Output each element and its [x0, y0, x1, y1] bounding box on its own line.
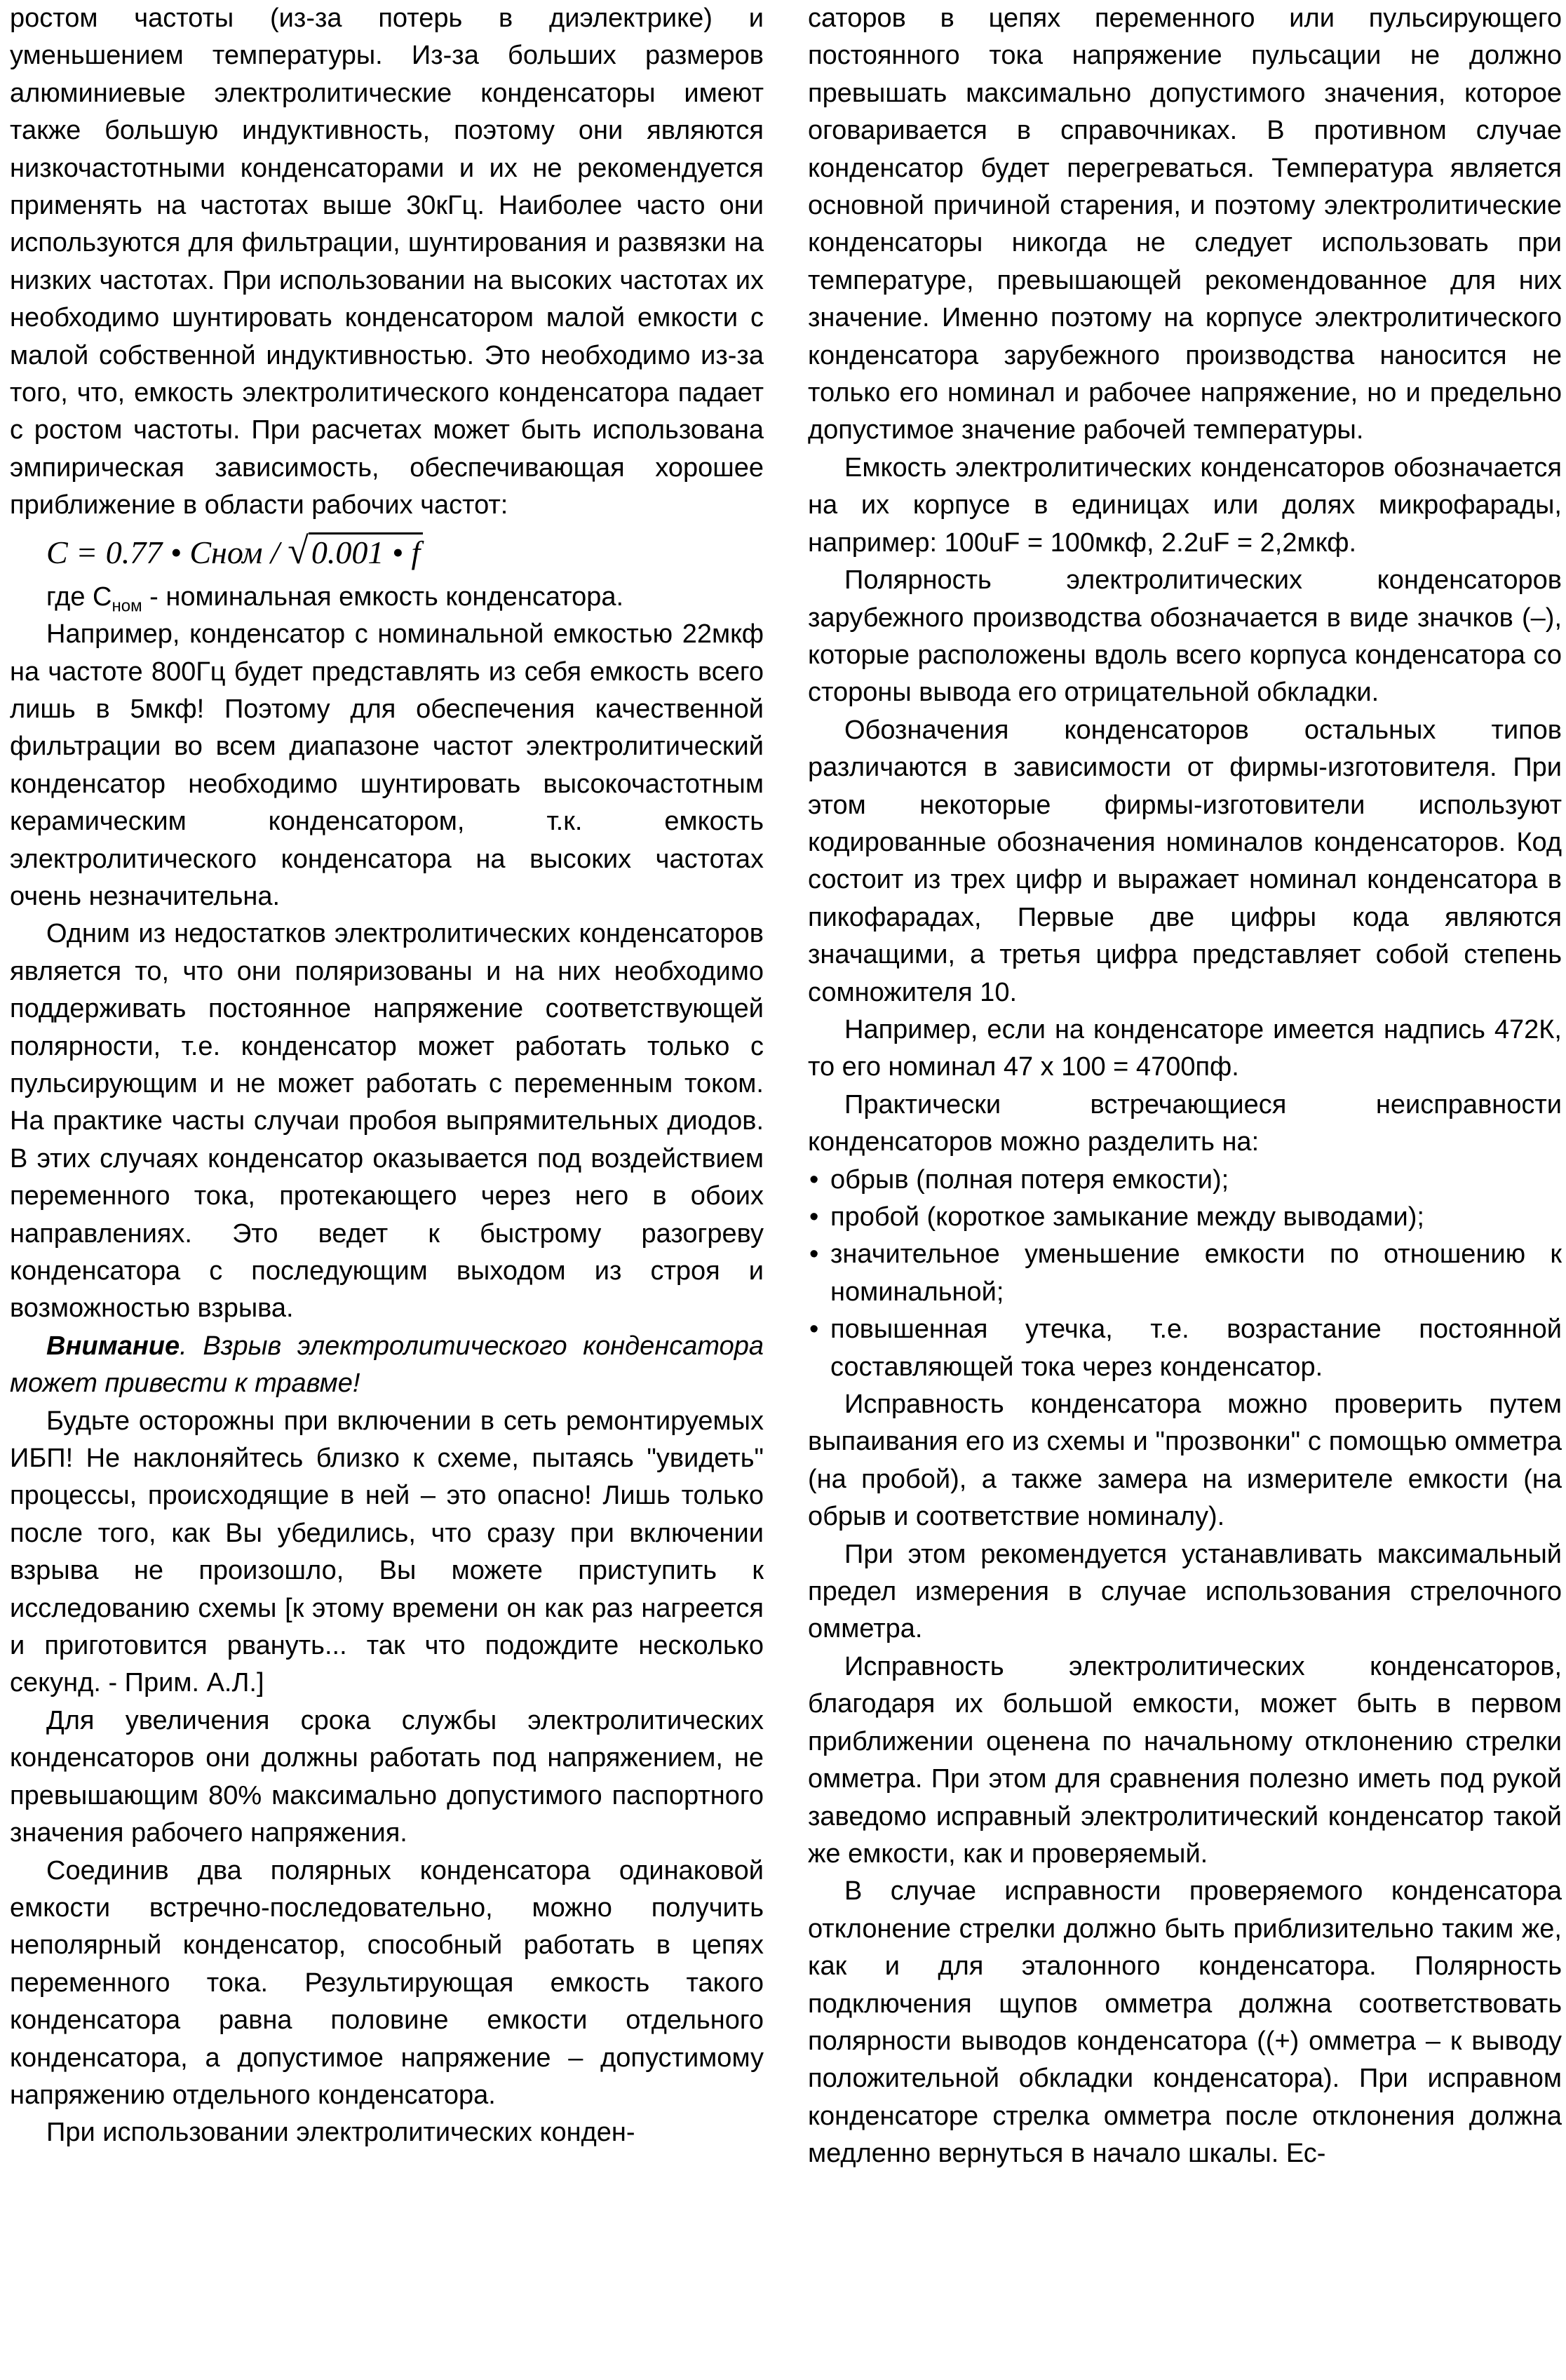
legend-subscript: ном [112, 596, 142, 616]
formula-radicand: 0.001 • f [309, 532, 423, 570]
paragraph: Для увеличения срока службы электролитических конденсаторов они должны работать под напряжением, не превышающим 80% максимально допустимого паспортного значения рабочего напряжения. [10, 1705, 764, 1848]
list-item: • обрыв (полная потеря емкости); [808, 1162, 1562, 1199]
paragraph: Полярность электролитических конденсаторов зарубежного производства обозначается в виде значков (–), которые расположены вдоль всего корпуса конденсатора со стороны вывода его отрицательной обкладки. [808, 565, 1562, 708]
paragraph: При использовании электролитических конден- [46, 2118, 635, 2148]
paragraph: В случае исправности проверяемого конденсатора отклонение стрелки должно быть приблизительно таким же, как и для эталонного конденсатора. Полярность подключения щупов омметра должна соответствовать полярности выводов конденсатора ((+) омметра – к выводу положительной обкладки конденсатора). При исправном конденсаторе стрелка омметра после отклонения должна медленно вернуться в начало шкалы. Ес- [808, 1876, 1562, 2169]
legend-suffix: - номинальная емкость конденсатора. [142, 581, 624, 612]
formula-lhs: C = 0.77 • Cном / [46, 534, 288, 570]
paragraph: Исправность электролитических конденсаторов, благодаря их большой емкости, может быть в первом приближении оценена по начальному отклонению стрелки омметра. При этом для сравнения полезно иметь под рукой заведомо исправный электролитический конденсатор такой же емкости, как и проверяемый. [808, 1651, 1562, 1869]
paragraph: Будьте осторожны при включении в сеть ремонтируемых ИБП! Не наклоняйтесь близко к схеме, пытаясь "увидеть" процессы, происходящие в ней – это опасно! Лишь только после того, как Вы убедились, что сразу при включении взрыва не произошло, Вы можете приступить к исследованию схемы [к этому времени он как раз нагреется и приготовится рвануть... так что подождите несколько секунд. - Прим. А.Л.] [10, 1406, 764, 1698]
paragraph: Практически встречающиеся неисправности конденсаторов можно разделить на: [808, 1089, 1562, 1157]
left-column [10, 0, 764, 2380]
list-item: • повышенная утечка, т.е. возрастание постоянной составляющей тока через конденсатор. [808, 1311, 1562, 1386]
capacitance-formula [10, 525, 764, 579]
paragraph: Исправность конденсатора можно проверить путем выпаивания его из схемы и "прозвонки" с помощью омметра (на пробой), а также замера на измерителе емкости (на обрыв и соответствие номиналу). [808, 1390, 1562, 1532]
fault-list [808, 1162, 1562, 1386]
formula-legend [10, 579, 764, 616]
list-item: • пробой (короткое замыкание между выводами); [808, 1199, 1562, 1236]
right-column [808, 0, 1562, 2380]
warning-note [10, 1328, 764, 1403]
legend-prefix: где C [46, 581, 112, 612]
paragraph: саторов в цепях переменного или пульсирующего постоянного тока напряжение пульсации не должно превышать максимально допустимого значения, которое оговаривается в справочниках. В противном случае конденсатор будет перегреваться. Температура является основной причиной старения, и поэтому электролитические конденсаторы никогда не следует использовать при температуре, превышающей рекомендованное для них значение. Именно поэтому на корпусе электролитического конденсатора зарубежного производства наносится не только его номинал и рабочее напряжение, но и предельно допустимое значение рабочей температуры. [808, 4, 1562, 445]
paragraph: Например, если на конденсаторе имеется надпись 472К, то его номинал 47 х 100 = 4700пф. [808, 1014, 1562, 1082]
warning-text: . Взрыв электролитического конденсатора может привести к травме! [10, 1331, 764, 1399]
paragraph: Например, конденсатор с номинальной емкостью 22мкф на частоте 800Гц будет представлять из себя емкость всего лишь в 5мкф! Поэтому для обеспечения качественной фильтрации во всем диапазоне частот электролитический конденсатор необходимо шунтировать высокочастотным керамическим конденсатором, т.к. емкость электролитического конденсатора на высоких частотах очень незначительна. [10, 619, 764, 911]
paragraph: Обозначения конденсаторов остальных типов различаются в зависимости от фирмы-изготовителя. При этом некоторые фирмы-изготовители используют кодированные обозначения номиналов конденсаторов. Код состоит из трех цифр и выражает номинал конденсатора в пикофарадах, Первые две цифры кода являются значащими, а третья цифра представляет собой степень сомножителя 10. [808, 715, 1562, 1007]
list-item: • значительное уменьшение емкости по отношению к номинальной; [808, 1236, 1562, 1311]
paragraph: При этом рекомендуется устанавливать максимальный предел измерения в случае использования стрелочного омметра. [808, 1539, 1562, 1644]
paragraph: Соединив два полярных конденсатора одинаковой емкости встречно-последовательно, можно получить неполярный конденсатор, способный работать в цепях переменного тока. Результирующая емкость такого конденсатора равна половине емкости отдельного конденсатора, а допустимое напряжение – допустимому напряжению отдельного конденсатора. [10, 1855, 764, 2110]
paragraph: Одним из недостатков электролитических конденсаторов является то, что они поляризованы и на них необходимо поддерживать постоянное напряжение соответствующей полярности, т.е. конденсатор может работать только с пульсирующим и не может работать с переменным током. На практике часты случаи пробоя выпрямительных диодов. В этих случаях конденсатор оказывается под воздействием переменного тока, протекающего через него в обоих направлениях. Это ведет к быстрому разогреву конденсатора с последующим выходом из строя и возможностью взрыва. [10, 919, 764, 1324]
sqrt-sign: √ [288, 529, 309, 572]
paragraph: Емкость электролитических конденсаторов обозначается на их корпусе в единицах или долях микрофарады, например: 100uF = 100мкф, 2.2uF = 2,2мкф. [808, 452, 1562, 558]
paragraph: ростом частоты (из-за потерь в диэлектрике) и уменьшением температуры. Из-за больших размеров алюминиевые электролитические конденсаторы имеют также большую индуктивность, поэтому они являются низкочастотными конденсаторами и их не рекомендуется применять на частотах выше 30кГц. Наиболее часто они используются для фильтрации, шунтирования и развязки на низких частотах. При использовании на высоких частотах их необходимо шунтировать конденсатором малой емкости с малой собственной индуктивностью. Это необходимо из-за того, что, емкость электролитического конденсатора падает с ростом частоты. При расчетах может быть использована эмпирическая зависимость, обеспечивающая хорошее приближение в области рабочих частот: [10, 4, 764, 520]
warning-label: Внимание [46, 1331, 180, 1361]
